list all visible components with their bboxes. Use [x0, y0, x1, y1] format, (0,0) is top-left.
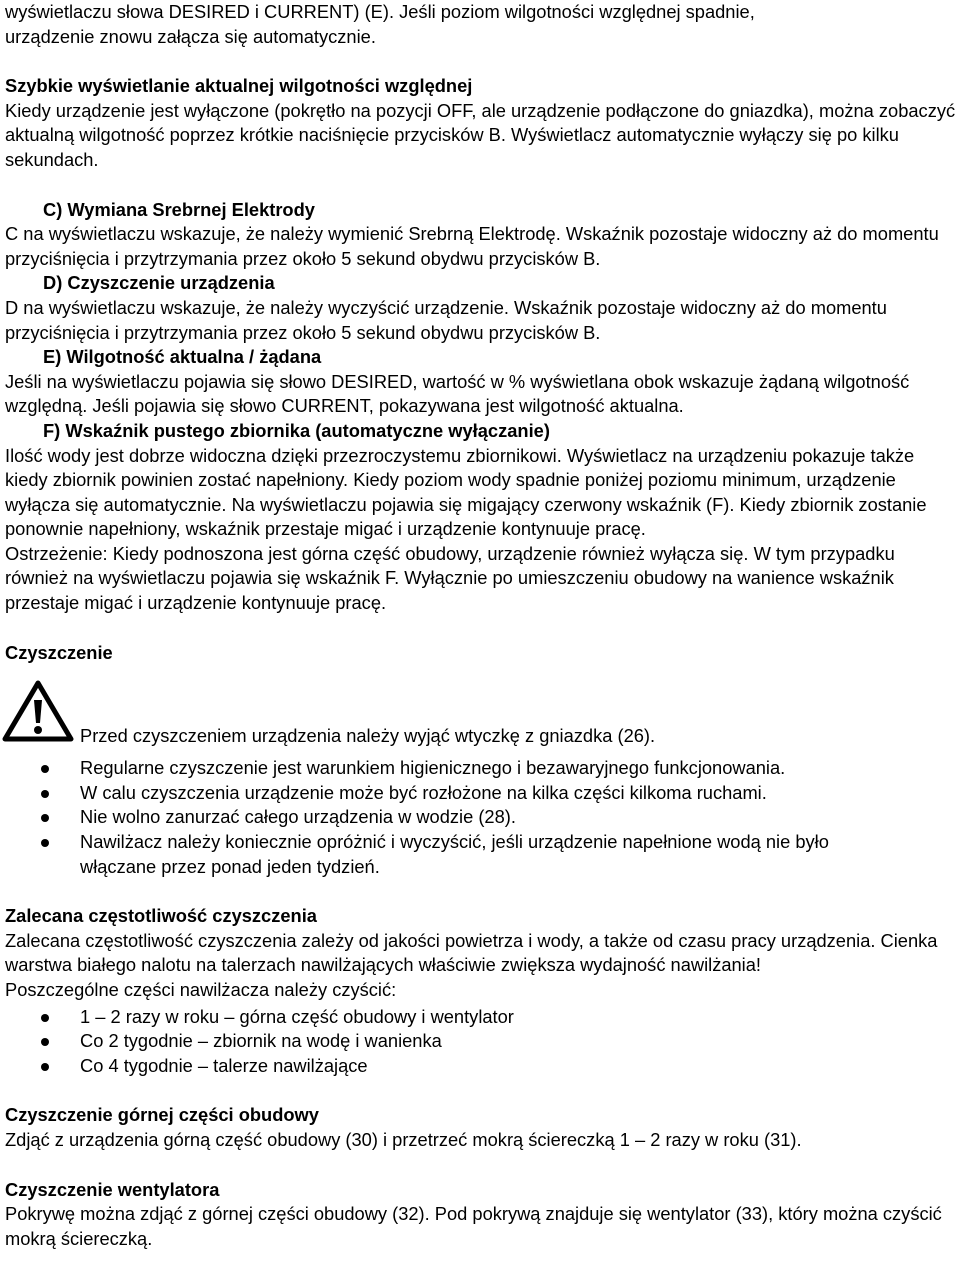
heading-section-c: C) Wymiana Srebrnej Elektrody — [43, 198, 315, 220]
paragraph-section-e: Jeśli na wyświetlaczu pojawia się słowo DESIRED, wartość w % wyświetlana obok wskazuje żądaną wilgotność względną. Jeśli pojawia się słowo CURRENT, pokazywana jest wilgotność aktualna. — [5, 370, 910, 417]
list-item — [5, 1054, 957, 1079]
heading-section-d: D) Czyszczenie urządzenia — [43, 272, 275, 294]
paragraph-warning: Ostrzeżenie: Kiedy podnoszona jest górna część obudowy, urządzenie również wyłącza się. W tym przypadku również na wyświetlaczu pojawia się wskaźnik F. Wyłącznie po umieszczeniu obudowy na wanience wskaźnik przestaje migać i urządzenie kontynuuje pracę. — [5, 542, 895, 614]
list-item-text: W calu czyszczenia urządzenie może być rozłożone na kilka części kilkoma ruchami. — [80, 781, 767, 803]
spacer — [5, 616, 957, 641]
list-item — [5, 756, 957, 781]
paragraph-section-c: C na wyświetlaczu wskazuje, że należy wymienić Srebrną Elektrodę. Wskaźnik pozostaje widoczny aż do momentu przyciśnięcia i przytrzymania przez około 5 sekund obydwu przycisków B. — [5, 223, 939, 269]
bullet-icon — [41, 1014, 49, 1022]
spacer — [5, 173, 957, 198]
cleaning-warning — [5, 690, 957, 752]
heading-fan: Czyszczenie wentylatora — [5, 1178, 220, 1200]
heading-section-f: F) Wskaźnik pustego zbiornika (automatyczne wyłączanie) — [43, 419, 550, 441]
spacer — [5, 879, 957, 904]
heading-housing: Czyszczenie górnej części obudowy — [5, 1104, 319, 1126]
list-item-text: Regularne czyszczenie jest warunkiem higienicznego i bezawaryjnego funkcjonowania. — [80, 757, 786, 779]
list-item-text: Nawilżacz należy koniecznie opróżnić i wyczyścić, jeśli urządzenie napełnione wodą nie było włączane przez ponad jeden tydzień. — [80, 831, 829, 877]
paragraph-frequency-intro: Poszczególne części nawilżacza należy czyścić: — [5, 979, 397, 1000]
list-item-text: 1 – 2 razy w roku – górna część obudowy i wentylator — [80, 1005, 514, 1027]
bullet-icon — [41, 790, 49, 798]
list-item-text: Nie wolno zanurzać całego urządzenia w wodzie (28). — [80, 806, 516, 828]
heading-frequency: Zalecana częstotliwość czyszczenia — [5, 905, 317, 927]
bullet-icon — [41, 1038, 49, 1046]
heading-section-e: E) Wilgotność aktualna / żądana — [43, 346, 322, 368]
list-item — [5, 1029, 957, 1054]
bullet-icon — [41, 765, 49, 773]
warning-triangle-icon — [2, 680, 74, 742]
list-item — [5, 830, 957, 879]
spacer — [5, 1153, 957, 1178]
paragraph-top-line2: urządzenie znowu załącza się automatycznie. — [5, 25, 376, 47]
list-item — [5, 1005, 957, 1030]
paragraph-top-line1: wyświetlaczu słowa DESIRED i CURRENT) (E). Jeśli poziom wilgotności względnej spadnie, — [5, 1, 755, 22]
paragraph-fan: Pokrywę można zdjąć z górnej części obudowy (32). Pod pokrywą znajduje się wentylator (33), który można czyścić mokrą ściereczką. — [5, 1203, 942, 1249]
paragraph-frequency: Zalecana częstotliwość czyszczenia zależy od jakości powietrza i wody, a także od czasu pracy urządzenia. Cienka warstwa białego nalotu na talerzach nawilżających właściwie zwiększa wydajność nawilżania! — [5, 929, 938, 976]
paragraph-housing: Zdjąć z urządzenia górną część obudowy (30) i przetrzeć mokrą ściereczką 1 – 2 razy w roku (31). — [5, 1128, 802, 1150]
document-page — [5, 0, 957, 1251]
paragraph-section-f: Ilość wody jest dobrze widoczna dzięki przezroczystemu zbiornikowi. Wyświetlacz na urządzeniu pokazuje także kiedy zbiornik powinien zostać napełniony. Kiedy poziom wody spadnie poniżej poziomu minimum, urządzenie wyłącza się automatycznie. Na wyświetlaczu pojawia się migający czerwony wskaźnik (F). Kiedy zbiornik zostanie ponownie napełniony, wskaźnik przestaje migać i urządzenie kontynuuje pracę. — [5, 444, 927, 540]
bullet-icon — [41, 814, 49, 822]
bullet-icon — [41, 1063, 49, 1071]
frequency-bullet-list — [5, 1005, 957, 1079]
bullet-icon — [41, 839, 49, 847]
list-item-text: Co 2 tygodnie – zbiornik na wodę i wanienka — [80, 1030, 442, 1052]
paragraph-section-d: D na wyświetlaczu wskazuje, że należy wyczyścić urządzenie. Wskaźnik pozostaje widoczny aż do momentu przyciśnięcia i przytrzymania przez około 5 sekund obydwu przycisków B. — [5, 296, 887, 343]
cleaning-warning-text: Przed czyszczeniem urządzenia należy wyjąć wtyczkę z gniazdka (26). — [80, 725, 656, 747]
spacer — [5, 49, 957, 74]
list-item-text: Co 4 tygodnie – talerze nawilżające — [80, 1054, 368, 1076]
list-item — [5, 781, 957, 806]
list-item — [5, 805, 957, 830]
spacer — [5, 1078, 957, 1103]
heading-quick-display: Szybkie wyświetlanie aktualnej wilgotności względnej — [5, 75, 473, 97]
heading-cleaning: Czyszczenie — [5, 641, 113, 663]
cleaning-bullet-list — [5, 756, 957, 879]
paragraph-quick-display: Kiedy urządzenie jest wyłączone (pokrętło na pozycji OFF, ale urządzenie podłączone do gniazdka), można zobaczyć aktualną wilgotność poprzez krótkie naciśnięcie przycisków B. Wyświetlacz automatycznie wyłączy się po kilku sekundach. — [5, 99, 956, 170]
